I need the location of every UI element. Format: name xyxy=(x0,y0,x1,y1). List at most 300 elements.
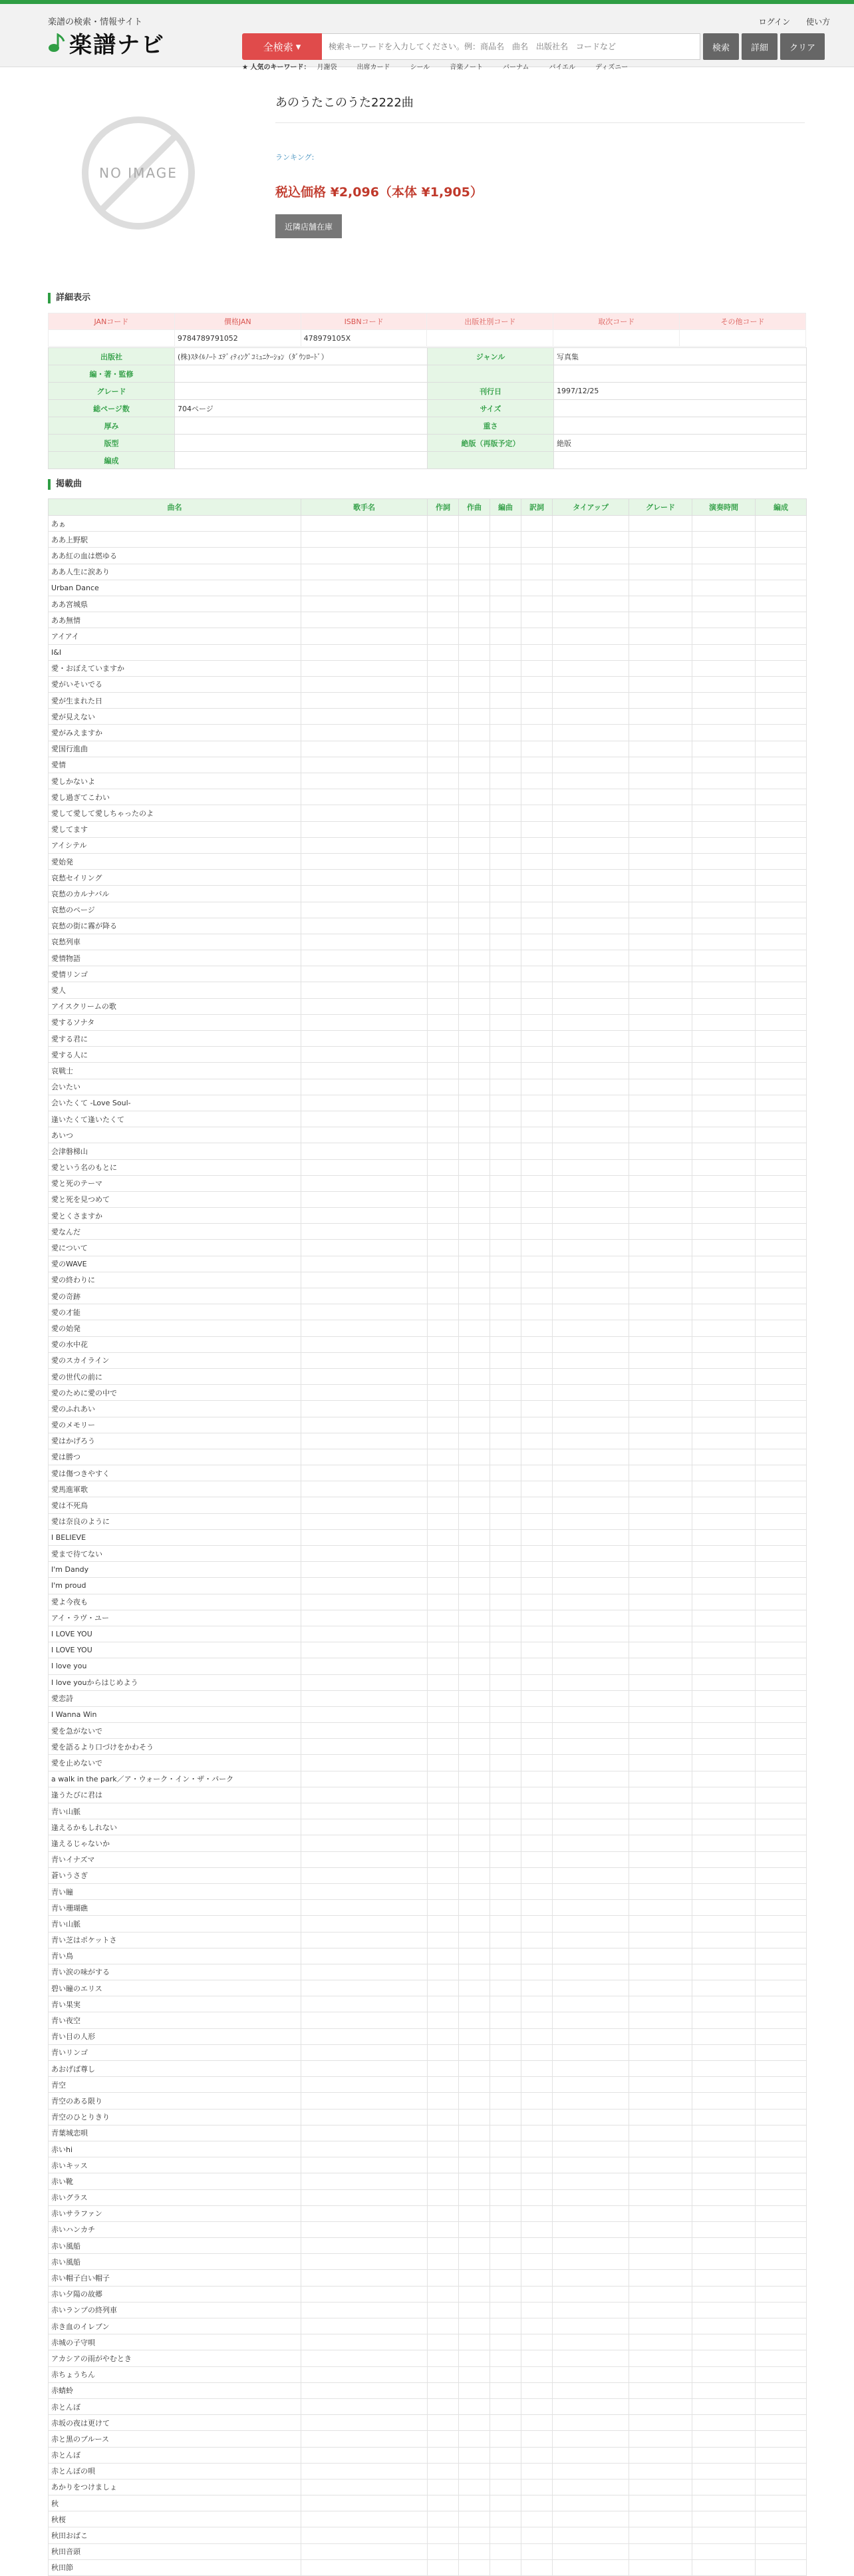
song-cell xyxy=(553,1578,629,1594)
song-cell xyxy=(490,2447,521,2463)
song-cell xyxy=(490,1401,521,1417)
song-title[interactable]: 愛・おぼえていますか xyxy=(49,660,301,676)
song-title[interactable]: 愛の終わりに xyxy=(49,1272,301,1288)
song-cell xyxy=(521,1143,553,1159)
song-title[interactable]: 青葉城恋唄 xyxy=(49,2125,301,2141)
song-cell xyxy=(428,2061,459,2077)
song-cell xyxy=(692,1851,756,1867)
song-title[interactable]: 愛のふれあい xyxy=(49,1401,301,1417)
song-title[interactable]: 愛する人に xyxy=(49,1047,301,1063)
song-cell xyxy=(490,644,521,660)
song-cell xyxy=(692,1224,756,1240)
song-cell xyxy=(553,2109,629,2125)
song-title[interactable]: I love youからはじめよう xyxy=(49,1674,301,1690)
song-title[interactable]: 青いリンゴ xyxy=(49,2044,301,2060)
song-title[interactable]: 愛とくさますか xyxy=(49,1208,301,1224)
song-title[interactable]: Urban Dance xyxy=(49,580,301,596)
song-title[interactable]: 秋田節 xyxy=(49,2559,301,2575)
song-cell xyxy=(629,2077,692,2093)
song-row xyxy=(49,1851,807,1867)
song-title[interactable]: ああ無情 xyxy=(49,612,301,628)
song-cell xyxy=(756,1465,807,1481)
song-cell xyxy=(301,1674,428,1690)
song-title[interactable]: 愛のメモリー xyxy=(49,1417,301,1433)
song-cell xyxy=(553,1900,629,1916)
song-cell xyxy=(553,2302,629,2318)
song-row xyxy=(49,2173,807,2189)
song-row xyxy=(49,1465,807,1481)
song-cell xyxy=(490,2286,521,2302)
song-title[interactable]: アイ・ラヴ・ユー xyxy=(49,1610,301,1626)
song-title[interactable]: 青い珊瑚礁 xyxy=(49,1900,301,1916)
song-column-header: 作詞 xyxy=(428,499,459,516)
song-cell xyxy=(301,1706,428,1722)
song-title[interactable]: 青いイナズマ xyxy=(49,1851,301,1867)
song-title[interactable]: 愛情 xyxy=(49,757,301,773)
song-title[interactable]: 哀愁の街に霧が降る xyxy=(49,918,301,934)
song-row xyxy=(49,1787,807,1803)
song-cell xyxy=(629,1385,692,1401)
song-title[interactable]: 愛の水中花 xyxy=(49,1336,301,1352)
song-title[interactable]: 青い目の人形 xyxy=(49,2028,301,2044)
song-cell xyxy=(756,1803,807,1819)
song-cell xyxy=(301,1063,428,1079)
song-cell xyxy=(521,1079,553,1095)
song-title[interactable]: あぁ xyxy=(49,516,301,532)
detail-value: 1997/12/25 xyxy=(554,383,807,400)
song-cell xyxy=(428,596,459,612)
song-title[interactable]: ああ人生に涙あり xyxy=(49,564,301,580)
song-title[interactable]: I'm Dandy xyxy=(49,1562,301,1578)
song-title[interactable]: 青い鳥 xyxy=(49,1948,301,1964)
song-title[interactable]: 赤いキッス xyxy=(49,2157,301,2173)
song-cell xyxy=(459,628,490,644)
song-title[interactable]: 青い芝はポケットさ xyxy=(49,1932,301,1948)
song-cell xyxy=(692,2189,756,2205)
song-row xyxy=(49,2012,807,2028)
song-cell xyxy=(692,660,756,676)
song-cell xyxy=(428,2479,459,2495)
song-cell xyxy=(428,1867,459,1883)
help-link[interactable]: 使い方 xyxy=(805,17,830,27)
song-title[interactable]: 愛の世代の前に xyxy=(49,1368,301,1384)
clear-button[interactable]: クリア xyxy=(780,33,825,60)
popular-keyword[interactable]: シール xyxy=(410,64,430,71)
song-cell xyxy=(692,532,756,548)
song-cell xyxy=(428,709,459,725)
song-title[interactable]: 愛を止めないで xyxy=(49,1755,301,1771)
advanced-search-button[interactable]: 詳細 xyxy=(742,33,778,60)
song-cell xyxy=(428,1739,459,1755)
site-logo[interactable] xyxy=(48,27,165,59)
song-title[interactable]: 愛国行進曲 xyxy=(49,741,301,757)
song-cell xyxy=(553,1127,629,1143)
song-cell xyxy=(553,1481,629,1497)
song-title[interactable]: 愛するソナタ xyxy=(49,1014,301,1030)
song-title[interactable]: 赤いグラス xyxy=(49,2189,301,2205)
song-title[interactable]: 赤城の子守唄 xyxy=(49,2334,301,2350)
song-cell xyxy=(521,773,553,789)
song-title[interactable]: 愛よ今夜も xyxy=(49,1594,301,1610)
song-title[interactable]: 愛人 xyxy=(49,982,301,998)
song-cell xyxy=(301,2141,428,2157)
popular-keyword[interactable]: バイエル xyxy=(549,64,576,71)
song-title[interactable]: ああ宮城県 xyxy=(49,596,301,612)
song-row xyxy=(49,2431,807,2447)
song-row xyxy=(49,2044,807,2060)
song-title[interactable]: ああ上野駅 xyxy=(49,532,301,548)
song-cell xyxy=(301,1417,428,1433)
song-title[interactable]: 青空 xyxy=(49,2077,301,2093)
chevron-down-icon: ▾ xyxy=(295,41,301,53)
song-cell xyxy=(553,1368,629,1384)
song-title[interactable]: 愛のWAVE xyxy=(49,1256,301,1272)
song-cell xyxy=(301,1980,428,1996)
song-cell xyxy=(553,1336,629,1352)
song-title[interactable]: 愛恋詩 xyxy=(49,1690,301,1706)
song-title[interactable]: 会津磐梯山 xyxy=(49,1143,301,1159)
song-cell xyxy=(553,950,629,966)
song-cell xyxy=(428,1143,459,1159)
song-title[interactable]: 赤い帽子白い帽子 xyxy=(49,2270,301,2286)
song-cell xyxy=(459,2205,490,2221)
song-title[interactable]: I LOVE YOU xyxy=(49,1642,301,1658)
nearby-stock-button[interactable]: 近隣店舗在庫 xyxy=(275,214,342,238)
song-cell xyxy=(301,1014,428,1030)
song-title[interactable]: 蒼いうさぎ xyxy=(49,1867,301,1883)
song-cell xyxy=(490,628,521,644)
song-cell xyxy=(521,2527,553,2543)
song-title[interactable]: 愛と死を見つめて xyxy=(49,1191,301,1207)
popular-keyword[interactable]: 出席カード xyxy=(356,64,390,71)
song-title[interactable]: 逢えるかもしれない xyxy=(49,1819,301,1835)
song-cell xyxy=(629,2415,692,2431)
song-cell xyxy=(301,2028,428,2044)
song-title[interactable]: 赤いハンカチ xyxy=(49,2221,301,2237)
song-title[interactable]: 愛が見えない xyxy=(49,709,301,725)
song-cell xyxy=(756,2061,807,2077)
song-title[interactable]: 愛のために愛の中で xyxy=(49,1385,301,1401)
song-cell xyxy=(459,1481,490,1497)
song-title[interactable]: 愛する君に xyxy=(49,1031,301,1047)
song-cell xyxy=(756,1626,807,1642)
song-cell xyxy=(301,1739,428,1755)
song-title[interactable]: 赤とんぼ xyxy=(49,2398,301,2414)
song-cell xyxy=(459,1014,490,1030)
login-link[interactable]: ログイン xyxy=(758,17,790,27)
song-cell xyxy=(553,1674,629,1690)
song-cell xyxy=(428,1401,459,1417)
song-cell xyxy=(428,2382,459,2398)
song-title[interactable]: 愛しかないよ xyxy=(49,773,301,789)
song-title[interactable]: 赤い靴 xyxy=(49,2173,301,2189)
song-row xyxy=(49,2238,807,2254)
song-title[interactable]: 愛はかげろう xyxy=(49,1433,301,1449)
song-title[interactable]: 青い山脈 xyxy=(49,1916,301,1932)
song-title[interactable]: 赤と黒のブルース xyxy=(49,2431,301,2447)
song-cell xyxy=(521,757,553,773)
details-table xyxy=(48,347,807,469)
song-cell xyxy=(692,1642,756,1658)
song-title[interactable]: 哀戦士 xyxy=(49,1063,301,1079)
song-cell xyxy=(521,2109,553,2125)
song-title[interactable]: 逢うたびに君は xyxy=(49,1787,301,1803)
song-title[interactable]: 愛の才能 xyxy=(49,1304,301,1320)
song-cell xyxy=(629,1867,692,1883)
song-title[interactable]: 赤き血のイレブン xyxy=(49,2318,301,2334)
song-cell xyxy=(629,1288,692,1304)
song-cell xyxy=(301,2109,428,2125)
popular-keyword[interactable]: 月謝袋 xyxy=(317,64,337,71)
song-title[interactable]: 赤とんぼの唄 xyxy=(49,2463,301,2479)
popular-keyword[interactable]: バーナム xyxy=(502,64,529,71)
song-cell xyxy=(629,853,692,869)
song-title[interactable]: アイシテル xyxy=(49,837,301,853)
song-title[interactable]: 青空のある限り xyxy=(49,2093,301,2109)
song-title[interactable]: 愛のスカイライン xyxy=(49,1352,301,1368)
song-cell xyxy=(301,1497,428,1513)
song-title[interactable]: 青い山脈 xyxy=(49,1803,301,1819)
codes-table xyxy=(48,313,806,347)
song-title[interactable]: 碧い瞳のエリス xyxy=(49,1980,301,1996)
song-cell xyxy=(301,1883,428,1899)
song-title[interactable]: 愛し過ぎてこわい xyxy=(49,789,301,805)
song-row xyxy=(49,1916,807,1932)
song-cell xyxy=(490,1095,521,1111)
song-cell xyxy=(692,2350,756,2366)
search-button[interactable]: 検索 xyxy=(703,33,739,60)
popular-keyword[interactable]: 音楽ノート xyxy=(450,64,483,71)
song-title[interactable]: 愛の奇跡 xyxy=(49,1288,301,1304)
song-title[interactable]: 愛してます xyxy=(49,821,301,837)
song-cell xyxy=(521,1787,553,1803)
song-cell xyxy=(553,821,629,837)
song-title[interactable]: アイアイ xyxy=(49,628,301,644)
song-cell xyxy=(521,837,553,853)
song-title[interactable]: 青空のひとりきり xyxy=(49,2109,301,2125)
song-title[interactable]: 秋田音頭 xyxy=(49,2543,301,2559)
song-cell xyxy=(301,548,428,564)
song-title[interactable]: 会いたい xyxy=(49,1079,301,1095)
song-title[interactable]: 愛について xyxy=(49,1240,301,1256)
song-title[interactable]: 愛なんだ xyxy=(49,1224,301,1240)
song-title[interactable]: 青い果実 xyxy=(49,1996,301,2012)
song-title[interactable]: 愛始発 xyxy=(49,853,301,869)
song-cell xyxy=(629,580,692,596)
song-title[interactable]: 赤坂の夜は更けて xyxy=(49,2415,301,2431)
song-title[interactable]: 愛して愛して愛しちゃったのよ xyxy=(49,805,301,821)
song-cell xyxy=(629,1739,692,1755)
song-title[interactable]: アカシアの雨がやむとき xyxy=(49,2350,301,2366)
song-cell xyxy=(521,982,553,998)
song-title[interactable]: I love you xyxy=(49,1658,301,1674)
song-title[interactable]: 愛を急がないで xyxy=(49,1723,301,1739)
song-cell xyxy=(301,612,428,628)
song-title[interactable]: I Wanna Win xyxy=(49,1706,301,1722)
song-title[interactable]: 哀愁セイリング xyxy=(49,870,301,886)
song-cell xyxy=(553,1047,629,1063)
song-cell xyxy=(459,2431,490,2447)
song-title[interactable]: 愛という名のもとに xyxy=(49,1159,301,1175)
song-cell xyxy=(521,741,553,757)
song-title[interactable]: 秋桜 xyxy=(49,2511,301,2527)
detail-value xyxy=(554,452,807,469)
song-cell xyxy=(629,2527,692,2543)
song-title[interactable]: 愛の始発 xyxy=(49,1320,301,1336)
song-cell xyxy=(428,1191,459,1207)
song-cell xyxy=(521,1851,553,1867)
song-cell xyxy=(301,1465,428,1481)
song-title[interactable]: 秋 xyxy=(49,2495,301,2511)
song-cell xyxy=(553,918,629,934)
song-title[interactable]: 愛を語るより口づけをかわそう xyxy=(49,1739,301,1755)
song-cell xyxy=(459,1546,490,1562)
song-title[interactable]: 愛がみえますか xyxy=(49,725,301,741)
song-title[interactable]: あおげば尊し xyxy=(49,2061,301,2077)
song-cell xyxy=(756,998,807,1014)
song-cell xyxy=(521,1706,553,1722)
detail-row xyxy=(49,435,807,452)
song-row xyxy=(49,2077,807,2093)
song-row xyxy=(49,1031,807,1047)
song-cell xyxy=(490,2061,521,2077)
song-cell xyxy=(490,1642,521,1658)
song-title[interactable]: 愛情物語 xyxy=(49,950,301,966)
song-cell xyxy=(490,1996,521,2012)
song-row xyxy=(49,1368,807,1384)
song-title[interactable]: 愛情リンゴ xyxy=(49,966,301,982)
song-title[interactable]: 赤い風船 xyxy=(49,2238,301,2254)
song-cell xyxy=(459,837,490,853)
song-title[interactable]: 青い瞳 xyxy=(49,1883,301,1899)
song-cell xyxy=(428,1803,459,1819)
song-title[interactable]: ああ紅の血は燃ゆる xyxy=(49,548,301,564)
song-title[interactable]: 愛が生まれた日 xyxy=(49,693,301,709)
song-cell xyxy=(459,1127,490,1143)
song-cell xyxy=(553,1417,629,1433)
song-cell xyxy=(521,1642,553,1658)
popular-keyword[interactable]: ディズニー xyxy=(595,64,629,71)
search-category-dropdown[interactable] xyxy=(242,33,322,60)
song-cell xyxy=(490,596,521,612)
song-cell xyxy=(490,1031,521,1047)
song-cell xyxy=(490,2238,521,2254)
song-title[interactable]: 愛は不死鳥 xyxy=(49,1497,301,1513)
song-cell xyxy=(629,1787,692,1803)
song-cell xyxy=(756,2350,807,2366)
song-title[interactable]: 赤ちょうちん xyxy=(49,2366,301,2382)
song-title[interactable]: I BELIEVE xyxy=(49,1529,301,1545)
song-cell xyxy=(692,1513,756,1529)
song-title[interactable]: 愛まで待てない xyxy=(49,1546,301,1562)
song-title[interactable]: I&I xyxy=(49,644,301,660)
song-cell xyxy=(521,1964,553,1980)
song-title[interactable]: 哀愁のカルナバル xyxy=(49,886,301,902)
song-cell xyxy=(301,1079,428,1095)
song-cell xyxy=(692,1208,756,1224)
song-title[interactable]: あかりをつけましょ xyxy=(49,2479,301,2495)
song-row xyxy=(49,2221,807,2237)
song-cell xyxy=(692,2463,756,2479)
song-cell xyxy=(490,2044,521,2060)
song-title[interactable]: 赤い夕陽の故郷 xyxy=(49,2286,301,2302)
song-title[interactable]: 愛がいそいでる xyxy=(49,676,301,692)
song-title[interactable]: 赤蜻蛉 xyxy=(49,2382,301,2398)
song-title[interactable]: 会いたくて -Love Soul- xyxy=(49,1095,301,1111)
song-cell xyxy=(692,741,756,757)
song-cell xyxy=(428,2398,459,2414)
song-cell xyxy=(301,676,428,692)
detail-label: 刊行日 xyxy=(428,383,554,400)
song-title[interactable]: 愛馬進軍歌 xyxy=(49,1481,301,1497)
song-row xyxy=(49,757,807,773)
song-cell xyxy=(521,2302,553,2318)
song-title[interactable]: アイスクリームの歌 xyxy=(49,998,301,1014)
song-title[interactable]: 赤いhi xyxy=(49,2141,301,2157)
song-cell xyxy=(490,741,521,757)
song-cell xyxy=(692,2302,756,2318)
song-row xyxy=(49,1014,807,1030)
song-cell xyxy=(629,2318,692,2334)
song-cell xyxy=(629,1835,692,1851)
song-cell xyxy=(692,693,756,709)
song-title[interactable]: 青い夜空 xyxy=(49,2012,301,2028)
song-row xyxy=(49,2093,807,2109)
song-title[interactable]: 秋田おばこ xyxy=(49,2527,301,2543)
song-cell xyxy=(692,596,756,612)
ranking-label[interactable]: ランキング: xyxy=(275,153,315,162)
song-title[interactable]: 赤いランプの終列車 xyxy=(49,2302,301,2318)
song-title[interactable]: 愛は奈良のように xyxy=(49,1513,301,1529)
song-title[interactable]: I LOVE YOU xyxy=(49,1626,301,1642)
song-cell xyxy=(756,1208,807,1224)
song-title[interactable]: I'm proud xyxy=(49,1578,301,1594)
song-cell xyxy=(490,1546,521,1562)
song-title[interactable]: 哀愁列車 xyxy=(49,934,301,950)
song-cell xyxy=(459,805,490,821)
song-cell xyxy=(428,886,459,902)
song-title[interactable]: 愛は勝つ xyxy=(49,1449,301,1465)
song-title[interactable]: 赤い風船 xyxy=(49,2254,301,2270)
song-cell xyxy=(521,1658,553,1674)
song-cell xyxy=(629,950,692,966)
song-cell xyxy=(629,2495,692,2511)
song-title[interactable]: 逢いたくて逢いたくて xyxy=(49,1111,301,1127)
song-title[interactable]: 赤とんぼ xyxy=(49,2447,301,2463)
song-cell xyxy=(521,1900,553,1916)
song-cell xyxy=(301,1546,428,1562)
song-cell xyxy=(490,1900,521,1916)
song-cell xyxy=(553,644,629,660)
song-cell xyxy=(756,1159,807,1175)
song-cell xyxy=(692,2109,756,2125)
song-title[interactable]: 赤いサラファン xyxy=(49,2205,301,2221)
song-cell xyxy=(756,1047,807,1063)
song-title[interactable]: a walk in the park／ア・ウォーク・イン・ザ・パーク xyxy=(49,1771,301,1787)
song-title[interactable]: 愛と死のテーマ xyxy=(49,1175,301,1191)
song-cell xyxy=(692,709,756,725)
song-title[interactable]: 逢えるじゃないか xyxy=(49,1835,301,1851)
song-cell xyxy=(521,1385,553,1401)
song-title[interactable]: 愛は傷つきやすく xyxy=(49,1465,301,1481)
search-input[interactable] xyxy=(322,33,700,60)
song-cell xyxy=(459,2382,490,2398)
song-title[interactable]: 哀愁のページ xyxy=(49,902,301,918)
song-title[interactable]: あいつ xyxy=(49,1127,301,1143)
song-cell xyxy=(490,950,521,966)
song-cell xyxy=(428,2254,459,2270)
song-title[interactable]: 青い涙の味がする xyxy=(49,1964,301,1980)
